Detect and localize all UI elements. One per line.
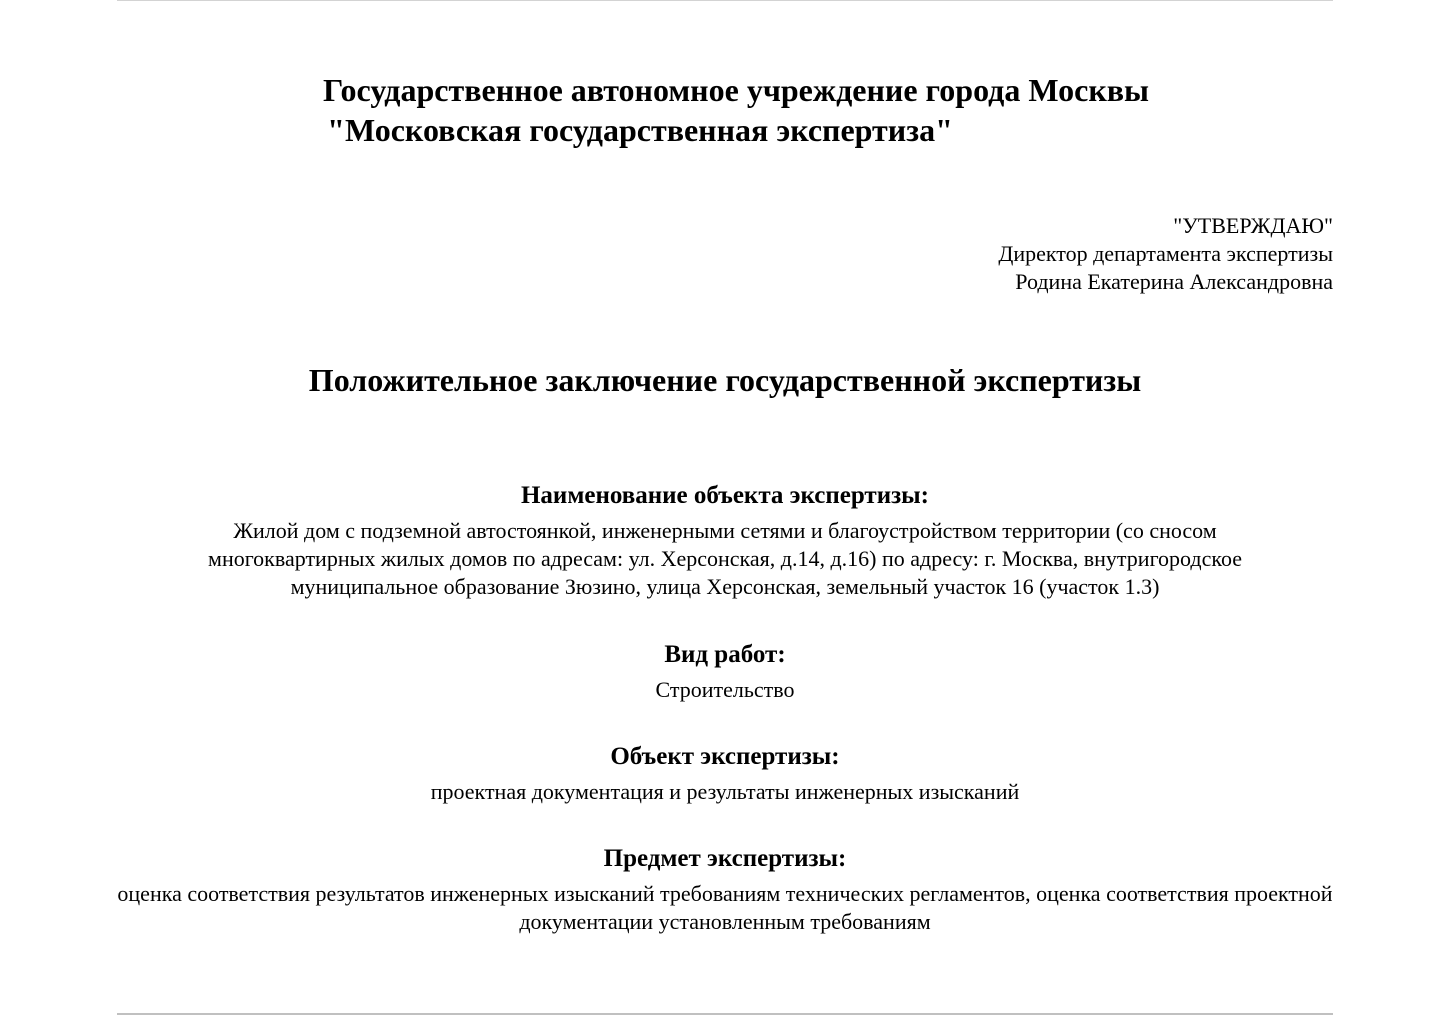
- section-expertise-subject: [117, 844, 1333, 936]
- section-expertise-object: [117, 742, 1333, 806]
- document-title: Положительное заключение государственной экспертизы: [308, 362, 1142, 398]
- organization-short-name: "Московская государственная экспертиза": [327, 112, 953, 148]
- organization-name: Государственное автономное учреждение города Москвы: [322, 72, 1150, 108]
- section-heading: Вид работ:: [664, 641, 786, 668]
- section-heading: Наименование объекта экспертизы:: [520, 482, 930, 509]
- organization-header: [117, 70, 1333, 150]
- section-text: проектная документация и результаты инженерных изысканий: [430, 779, 1020, 804]
- approver-name: Родина Екатерина Александровна: [1015, 269, 1333, 294]
- section-heading: Объект экспертизы:: [610, 743, 840, 770]
- approval-block: [998, 212, 1333, 296]
- section-heading: Предмет экспертизы:: [603, 845, 847, 872]
- section-object-name: [117, 481, 1333, 601]
- section-text: оценка соответствия результатов инженерных изысканий требованиям технических регламентов, оценка соответствия проектной документации установленным требованиям: [117, 881, 1333, 934]
- bottom-divider: [117, 1013, 1333, 1015]
- section-text: Жилой дом с подземной автостоянкой, инженерными сетями и благоустройством территории (со сносом многоквартирных жилых домов по адресам: ул. Херсонская, д.14, д.16) по адресу: г. Москва, внутригородское муниципальное образование Зюзино, улица Херсонская, земельный участок 16 (участок 1.3): [208, 518, 1242, 599]
- approver-position: Директор департамента экспертизы: [998, 241, 1333, 266]
- document-page: [117, 0, 1333, 1022]
- top-divider: [117, 0, 1333, 1]
- section-work-type: [117, 640, 1333, 704]
- approval-stamp: "УТВЕРЖДАЮ": [1173, 213, 1333, 238]
- section-text: Строительство: [655, 677, 795, 702]
